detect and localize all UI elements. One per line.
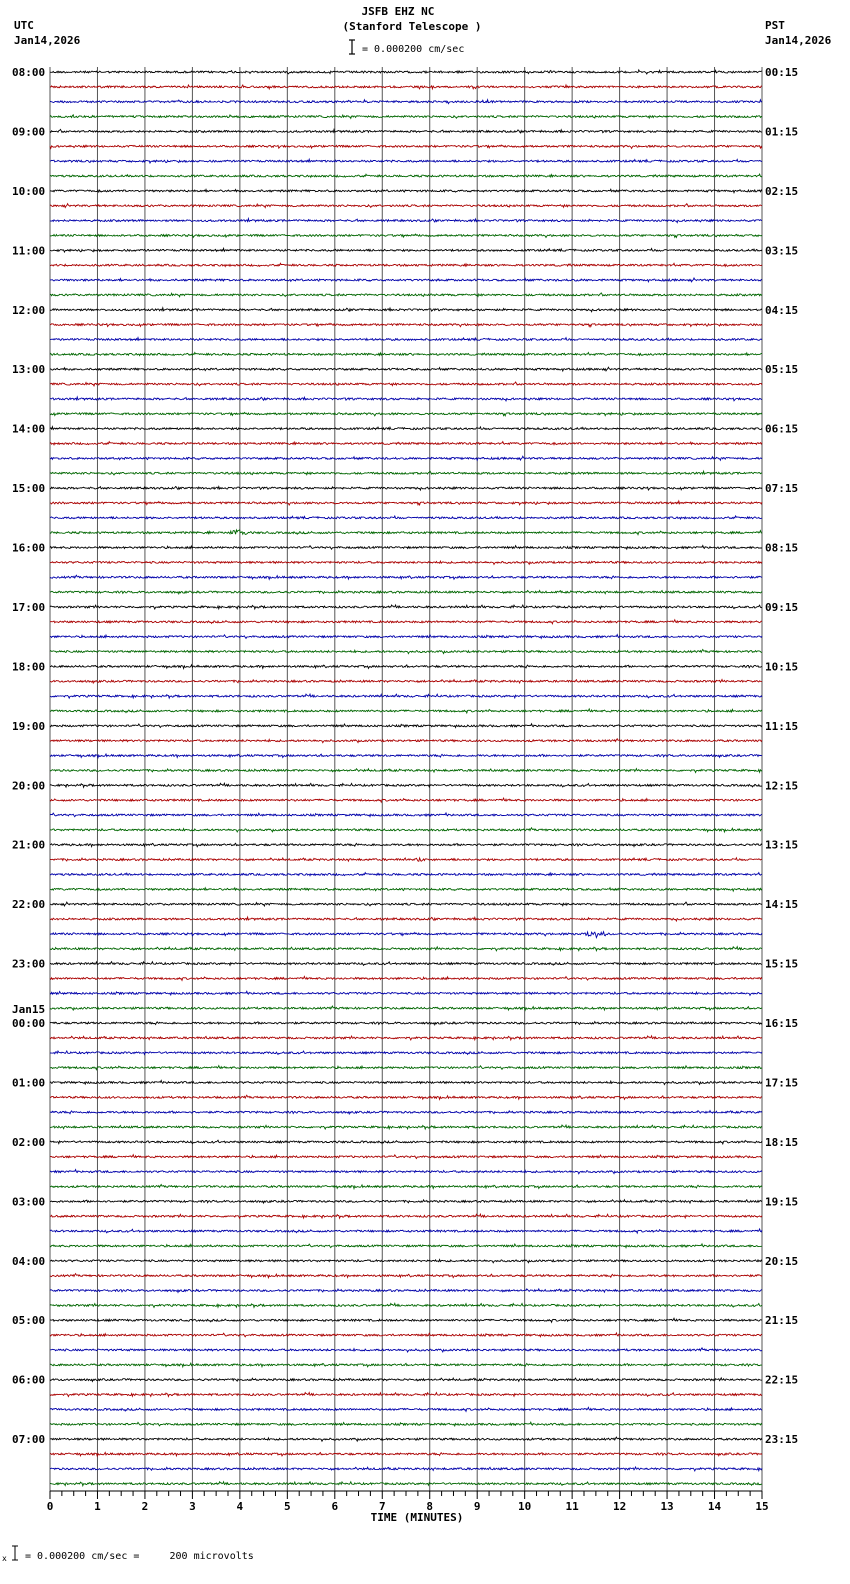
seismic-trace: [50, 174, 762, 177]
seismic-trace: [50, 1022, 762, 1025]
x-tick-label: 2: [141, 1500, 149, 1513]
seismic-trace: [50, 530, 762, 535]
seismic-trace: [50, 620, 762, 624]
seismic-trace: [50, 635, 762, 639]
x-tick-label: 3: [189, 1500, 196, 1513]
seismic-trace: [50, 694, 762, 698]
pst-hour-label: 01:15: [765, 125, 799, 139]
seismic-trace: [50, 1051, 762, 1055]
utc-hour-labels: [12, 66, 45, 1446]
pst-hour-label: 13:15: [765, 838, 799, 852]
seismic-trace: [50, 100, 762, 104]
utc-hour-label: 00:00: [12, 1017, 46, 1031]
seismic-trace: [50, 1467, 762, 1471]
seismic-trace: [50, 1080, 762, 1084]
seismic-trace: [50, 353, 762, 356]
seismic-trace: [50, 1140, 762, 1144]
seismic-trace: [50, 1393, 762, 1397]
seismic-trace: [50, 234, 762, 237]
seismic-trace: [50, 1170, 762, 1174]
scale-label: = 0.000200 cm/sec: [362, 44, 465, 55]
seismic-trace: [50, 501, 762, 505]
seismic-trace: [50, 1185, 762, 1189]
x-tick-label: 10: [518, 1500, 532, 1513]
utc-hour-label: 06:00: [12, 1373, 46, 1387]
seismic-trace: [50, 591, 762, 594]
svg-text:x: x: [2, 1554, 7, 1563]
pst-hour-label: 04:15: [765, 303, 799, 317]
seismic-trace: [50, 724, 762, 728]
seismic-trace: [50, 412, 762, 415]
seismic-trace: [50, 665, 762, 669]
seismic-trace: [50, 843, 762, 846]
seismic-trace: [50, 1200, 762, 1203]
seismic-trace: [50, 1437, 762, 1441]
x-tick-label: 14: [707, 1500, 722, 1513]
x-tick-label: 1: [94, 1500, 101, 1513]
x-tick-label: 12: [612, 1500, 627, 1513]
seismic-trace: [50, 739, 762, 743]
seismic-trace: [50, 263, 762, 266]
utc-hour-label: 17:00: [12, 600, 46, 614]
utc-hour-label: 14:00: [12, 422, 46, 436]
pst-hour-label: 12:15: [765, 779, 799, 793]
x-tick-label: 13: [660, 1500, 674, 1513]
seismic-trace: [50, 902, 762, 906]
seismic-trace: [50, 1155, 762, 1159]
seismic-trace: [50, 129, 762, 133]
right-timezone: PST: [765, 19, 785, 32]
seismic-trace: [50, 546, 762, 550]
utc-hour-label: 21:00: [12, 838, 46, 852]
seismic-trace: [50, 1363, 762, 1367]
seismic-trace: [50, 189, 762, 192]
seismic-traces: [50, 70, 762, 1486]
pst-hour-label: 10:15: [765, 660, 799, 674]
seismic-trace: [50, 248, 762, 252]
seismic-trace: [50, 561, 762, 564]
seismic-trace: [50, 650, 762, 654]
utc-hour-label: 19:00: [12, 719, 46, 733]
pst-hour-label: 16:15: [765, 1017, 799, 1031]
seismic-trace: [50, 1274, 762, 1278]
seismic-trace: [50, 828, 762, 832]
pst-hour-label: 22:15: [765, 1373, 799, 1387]
seismic-trace: [50, 888, 762, 891]
pst-hour-label: 11:15: [765, 719, 799, 733]
seismic-trace: [50, 338, 762, 341]
seismic-trace: [50, 1214, 762, 1218]
pst-hour-label: 17:15: [765, 1076, 799, 1090]
pst-hour-label: 18:15: [765, 1135, 799, 1149]
seismic-trace: [50, 382, 762, 386]
utc-hour-label: 04:00: [12, 1254, 46, 1268]
seismic-trace: [50, 798, 762, 802]
x-tick-label: 7: [378, 1500, 386, 1513]
seismic-trace: [50, 1333, 762, 1337]
scale-bar-icon: [349, 40, 355, 54]
utc-hour-label: 02:00: [12, 1135, 46, 1149]
pst-hour-label: 21:15: [765, 1314, 799, 1328]
utc-date-label: Jan15: [12, 1003, 46, 1017]
x-tick-label: 9: [473, 1500, 481, 1513]
seismic-trace: [50, 976, 762, 980]
utc-hour-label: 23:00: [12, 957, 46, 971]
pst-hour-label: 05:15: [765, 363, 799, 377]
seismic-trace: [50, 709, 762, 713]
seismic-trace: [50, 487, 762, 491]
seismic-trace: [50, 754, 762, 758]
x-tick-label: 4: [236, 1500, 244, 1513]
utc-hour-label: 15:00: [12, 482, 46, 496]
seismic-trace: [50, 1303, 762, 1307]
seismic-trace: [50, 947, 762, 951]
seismic-trace: [50, 1260, 762, 1263]
seismic-trace: [50, 159, 762, 163]
utc-hour-label: 11:00: [12, 244, 46, 258]
seismic-trace: [50, 367, 762, 371]
pst-hour-labels: [765, 66, 798, 1446]
left-date: Jan14,2026: [14, 34, 81, 47]
right-date: Jan14,2026: [765, 34, 832, 47]
seismic-trace: [50, 70, 762, 74]
seismic-trace: [50, 85, 762, 89]
seismic-trace: [50, 917, 762, 921]
seismic-trace: [50, 932, 762, 938]
seismic-trace: [50, 323, 762, 326]
seismic-trace: [50, 293, 762, 297]
footer-scale-icon: [2, 1546, 18, 1563]
x-tick-label: 5: [284, 1500, 291, 1513]
seismic-trace: [50, 605, 762, 609]
pst-hour-label: 15:15: [765, 957, 799, 971]
seismic-trace: [50, 680, 762, 684]
utc-hour-label: 16:00: [12, 541, 46, 555]
pst-hour-label: 00:15: [765, 66, 799, 79]
seismic-trace: [50, 991, 762, 995]
seismic-trace: [50, 397, 762, 401]
pst-hour-label: 23:15: [765, 1433, 799, 1447]
seismic-trace: [50, 456, 762, 460]
seismic-trace: [50, 219, 762, 223]
seismic-trace: [50, 1348, 762, 1352]
seismic-trace: [50, 813, 762, 817]
seismic-trace: [50, 1095, 762, 1099]
utc-hour-label: 01:00: [12, 1076, 46, 1090]
seismic-trace: [50, 858, 762, 862]
x-tick-label: 11: [565, 1500, 579, 1513]
seismic-trace: [50, 204, 762, 208]
seismic-trace: [50, 1318, 762, 1322]
utc-hour-label: 18:00: [12, 660, 46, 674]
pst-hour-label: 20:15: [765, 1254, 799, 1268]
seismic-trace: [50, 1407, 762, 1411]
x-tick-label: 15: [755, 1500, 769, 1513]
seismic-trace: [50, 1289, 762, 1292]
pst-hour-label: 09:15: [765, 600, 799, 614]
seismic-trace: [50, 1066, 762, 1070]
utc-hour-label: 10:00: [12, 184, 46, 198]
utc-hour-label: 12:00: [12, 303, 46, 317]
utc-hour-label: 09:00: [12, 125, 46, 139]
x-axis-title: TIME (MINUTES): [370, 1511, 464, 1524]
utc-hour-label: 07:00: [12, 1433, 46, 1447]
seismic-trace: [50, 783, 762, 787]
seismic-trace: [50, 1111, 762, 1114]
left-timezone: UTC: [14, 19, 34, 32]
seismic-trace: [50, 442, 762, 445]
seismic-trace: [50, 308, 762, 312]
utc-hour-label: 13:00: [12, 363, 46, 377]
utc-hour-label: 08:00: [12, 66, 46, 79]
seismic-trace: [50, 1422, 762, 1426]
seismic-trace: [50, 1125, 762, 1129]
pst-hour-label: 02:15: [765, 184, 799, 198]
seismic-trace: [50, 962, 762, 966]
pst-hour-label: 19:15: [765, 1195, 799, 1209]
seismic-trace: [50, 427, 762, 430]
utc-hour-label: 20:00: [12, 779, 46, 793]
seismic-trace: [50, 1482, 762, 1486]
seismic-trace: [50, 1452, 762, 1456]
seismic-trace: [50, 1036, 762, 1040]
footer-scale-note: = 0.000200 cm/sec = 200 microvolts: [25, 1551, 254, 1562]
pst-hour-label: 14:15: [765, 898, 799, 912]
pst-hour-label: 06:15: [765, 422, 799, 436]
seismic-trace: [50, 575, 762, 579]
pst-hour-label: 07:15: [765, 482, 799, 496]
seismic-trace: [50, 1378, 762, 1382]
station-title: JSFB EHZ NC: [361, 5, 435, 18]
x-axis: [47, 1491, 769, 1513]
seismic-trace: [50, 115, 762, 119]
seismic-trace: [50, 1229, 762, 1233]
seismic-trace: [50, 873, 762, 876]
seismic-trace: [50, 516, 762, 519]
utc-hour-label: 03:00: [12, 1195, 46, 1209]
seismic-trace: [50, 1244, 762, 1248]
utc-hour-label: 05:00: [12, 1314, 46, 1328]
seismic-trace: [50, 278, 762, 282]
x-tick-label: 6: [331, 1500, 339, 1513]
x-tick-label: 0: [46, 1500, 54, 1513]
x-tick-label: 8: [426, 1500, 434, 1513]
seismic-trace: [50, 145, 762, 148]
seismic-trace: [50, 1006, 762, 1010]
utc-hour-label: 22:00: [12, 898, 46, 912]
pst-hour-label: 08:15: [765, 541, 799, 555]
seismic-trace: [50, 769, 762, 773]
pst-hour-label: 03:15: [765, 244, 799, 258]
telescope-subtitle: (Stanford Telescope ): [342, 20, 482, 33]
seismic-trace: [50, 471, 762, 475]
